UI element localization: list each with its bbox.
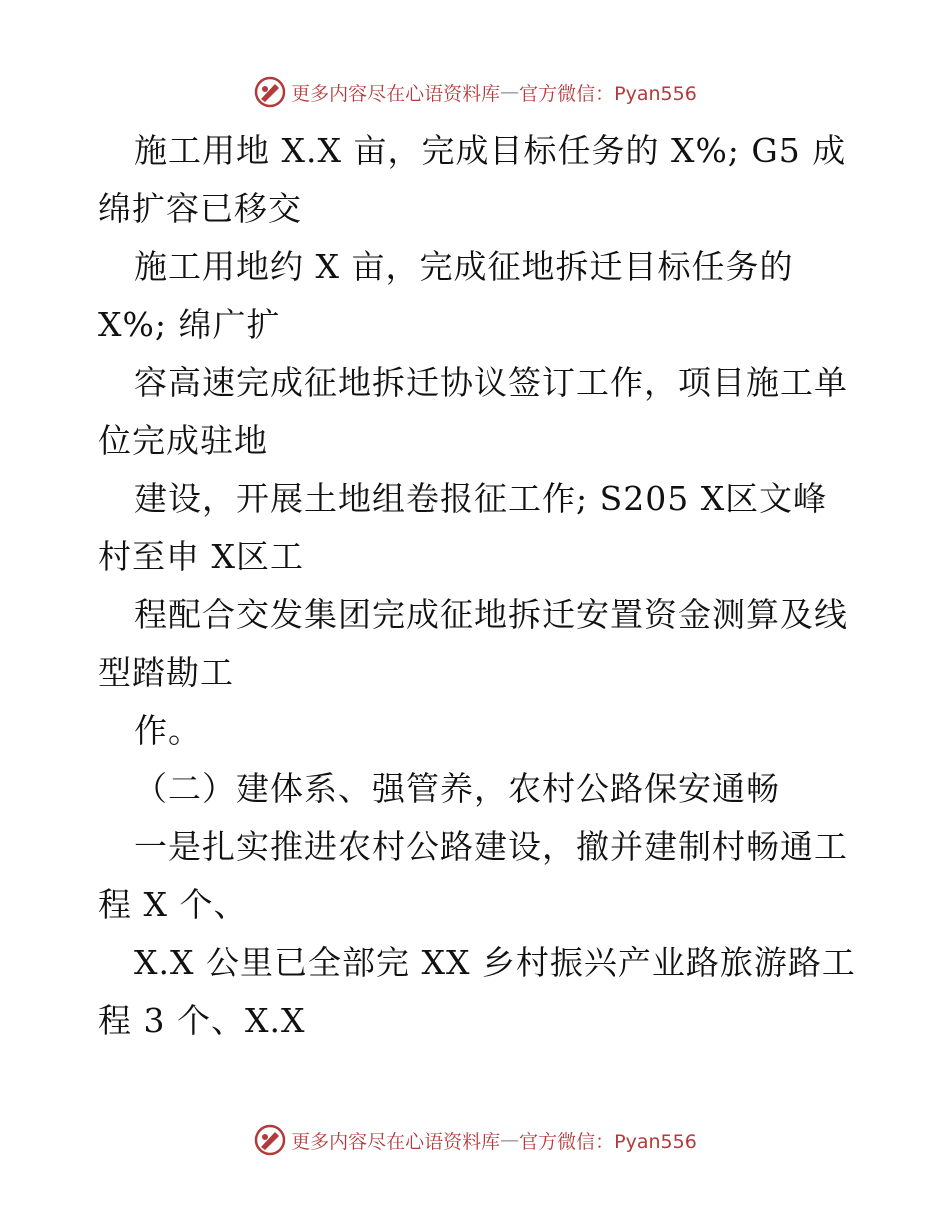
banner-main-text: 更多内容尽在心语资料库 (291, 1130, 501, 1153)
text-line: 容高速完成征地拆迁协议签订工作，项目施工单 (134, 363, 848, 402)
banner-separator: — (500, 81, 520, 103)
logo-icon (253, 1123, 287, 1157)
text-line: 施工用地约 X 亩，完成征地拆迁目标任务的 (134, 247, 794, 286)
banner-main-text: 更多内容尽在心语资料库 (291, 82, 501, 105)
logo-icon (253, 75, 287, 109)
document-body (98, 122, 868, 1050)
text-line: 程配合交发集团完成征地拆迁安置资金测算及线 (134, 595, 848, 634)
text-line: 建设，开展土地组卷报征工作; S205 X区文峰 (134, 479, 828, 518)
text-line: （二）建体系、强管养，农村公路保安通畅 (134, 769, 780, 808)
footer-banner (0, 1120, 950, 1160)
banner-wechat-text: 官方微信：Pyan556 (519, 82, 697, 105)
text-line: 程 X 个、 (98, 885, 248, 924)
text-line: X.X 公里已全部完 XX 乡村振兴产业路旅游路工 (134, 943, 856, 982)
text-line: 位完成驻地 (98, 421, 268, 460)
text-line: 程 3 个、X.X (98, 1001, 306, 1040)
banner-wechat-text: 官方微信：Pyan556 (519, 1130, 697, 1153)
text-line: 施工用地 X.X 亩，完成目标任务的 X%; G5 成 (134, 131, 847, 170)
text-line: 型踏勘工 (98, 653, 234, 692)
header-banner (0, 72, 950, 112)
text-line: 作。 (134, 711, 202, 750)
text-line: 村至申 X区工 (98, 537, 304, 576)
text-line: 一是扎实推进农村公路建设，撤并建制村畅通工 (134, 827, 848, 866)
text-line: 绵扩容已移交 (98, 189, 302, 228)
text-line: X%; 绵广扩 (98, 305, 281, 344)
banner-separator: — (500, 1129, 520, 1151)
